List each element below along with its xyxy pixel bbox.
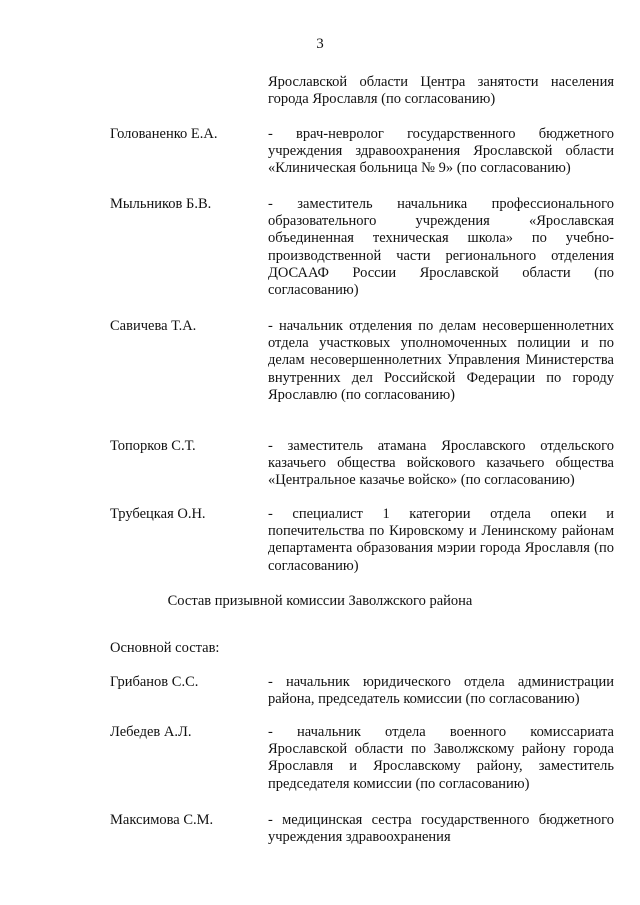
member-name: Савичева Т.А.	[110, 318, 197, 334]
member-name: Лебедев А.Л.	[110, 724, 192, 740]
member-role: - медицинская сестра государственного бюджетного учреждения здравоохранения	[268, 812, 614, 846]
member-role: - начальник отдела военного комиссариата Ярославской области по Заволжскому району города Ярославля и Ярославскому району, заместитель председателя комиссии (по согласованию)	[268, 724, 614, 792]
member-role: - начальник юридического отдела администрации района, председатель комиссии (по согласованию)	[268, 674, 614, 708]
member-name: Топорков С.Т.	[110, 438, 196, 454]
member-role: - врач-невролог государственного бюджетного учреждения здравоохранения Ярославской области «Клиническая больница № 9» (по согласованию)	[268, 126, 614, 177]
continuation-text: Ярославской области Центра занятости населения города Ярославля (по согласованию)	[268, 74, 614, 108]
member-name: Трубецкая О.Н.	[110, 506, 206, 522]
page-number: 3	[316, 36, 324, 52]
member-role: - заместитель атамана Ярославского отдельского казачьего общества войскового казачьего общества «Центральное казачье войско» (по согласованию)	[268, 438, 614, 489]
section-title: Состав призывной комиссии Заволжского района	[167, 593, 473, 609]
member-role: - специалист 1 категории отдела опеки и попечительства по Кировскому и Ленинскому районам департамента образования мэрии города Ярославля (по согласованию)	[268, 506, 614, 574]
member-name: Голованенко Е.А.	[110, 126, 218, 142]
member-name: Грибанов С.С.	[110, 674, 199, 690]
member-role: - начальник отделения по делам несовершеннолетних отдела участковых уполномоченных полиции и по делам несовершеннолетних Управления Министерства внутренних дел Российской Федерации по городу Ярославлю (по согласованию)	[268, 318, 614, 403]
member-role: - заместитель начальника профессионального образовательного учреждения «Ярославская объединенная техническая школа» по учебно-производственной части регионального отделения ДОСААФ России Ярославской области (по согласованию)	[268, 196, 614, 299]
subsection-title: Основной состав:	[110, 640, 220, 656]
member-name: Максимова С.М.	[110, 812, 214, 828]
member-name: Мыльников Б.В.	[110, 196, 212, 212]
